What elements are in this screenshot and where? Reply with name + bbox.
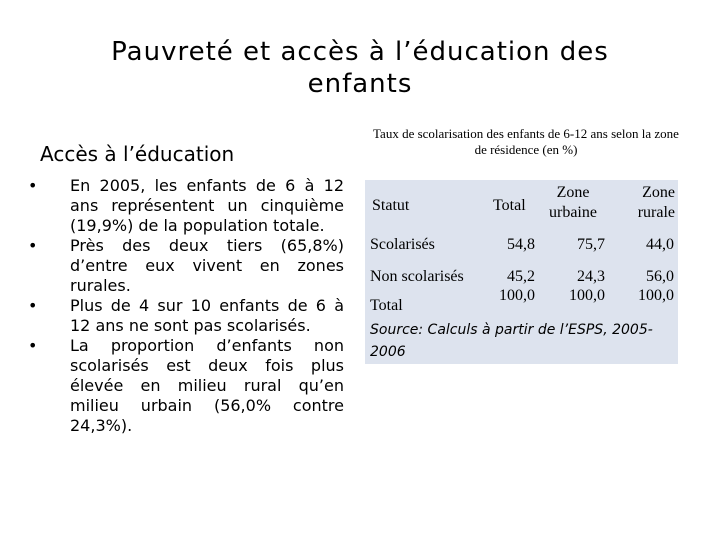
bullet-item	[28, 176, 344, 236]
header-zone-urbaine: Zone urbaine	[549, 184, 597, 221]
bullet-item	[28, 236, 344, 296]
bullet-item	[28, 296, 344, 336]
cell-total: 100,0	[499, 287, 535, 304]
cell-urbaine: 100,0	[569, 287, 605, 304]
cell-rurale: 44,0	[646, 236, 674, 253]
bullet-text: La proportion d’enfants non scolarisés est deux fois plus élevée en milieu rural qu’en milieu urbain (56,0% contre 24,3%).	[70, 336, 344, 435]
cell-total: 54,8	[507, 236, 535, 253]
cell-statut: Scolarisés	[370, 236, 435, 253]
bullet-item	[28, 336, 344, 436]
bullet-symbol: •	[28, 236, 38, 255]
section-subtitle: Accès à l’éducation	[40, 142, 235, 166]
header-statut: Statut	[372, 197, 410, 214]
page-title: Pauvreté et accès à l’éducation des enfants	[111, 37, 609, 99]
cell-rurale: 100,0	[638, 287, 674, 304]
cell-statut: Non scolarisés	[370, 268, 464, 285]
cell-statut: Total	[370, 297, 403, 314]
table-caption: Taux de scolarisation des enfants de 6-12 ans selon la zone de résidence (en %)	[373, 126, 679, 157]
bullet-symbol: •	[28, 336, 38, 355]
data-table	[365, 180, 678, 364]
bullet-text: En 2005, les enfants de 6 à 12 ans représentent un cinquième (19,9%) de la population totale.	[70, 176, 344, 235]
bullet-symbol: •	[28, 176, 38, 195]
bullet-list	[28, 176, 344, 436]
header-zone-rurale: Zone rurale	[637, 184, 675, 221]
table-row	[365, 235, 678, 259]
header-total: Total	[493, 197, 526, 214]
table-row	[365, 286, 678, 316]
bullet-text: Plus de 4 sur 10 enfants de 6 à 12 ans ne sont pas scolarisés.	[70, 296, 344, 335]
bullet-symbol: •	[28, 296, 38, 315]
cell-urbaine: 24,3	[577, 268, 605, 285]
table-header-row	[365, 180, 678, 224]
cell-urbaine: 75,7	[577, 236, 605, 253]
bullet-text: Près des deux tiers (65,8%) d’entre eux vivent en zones rurales.	[70, 236, 344, 295]
table-source: Source: Calculs à partir de l’ESPS, 2005-2006	[370, 322, 653, 360]
cell-total: 45,2	[507, 268, 535, 285]
cell-rurale: 56,0	[646, 268, 674, 285]
